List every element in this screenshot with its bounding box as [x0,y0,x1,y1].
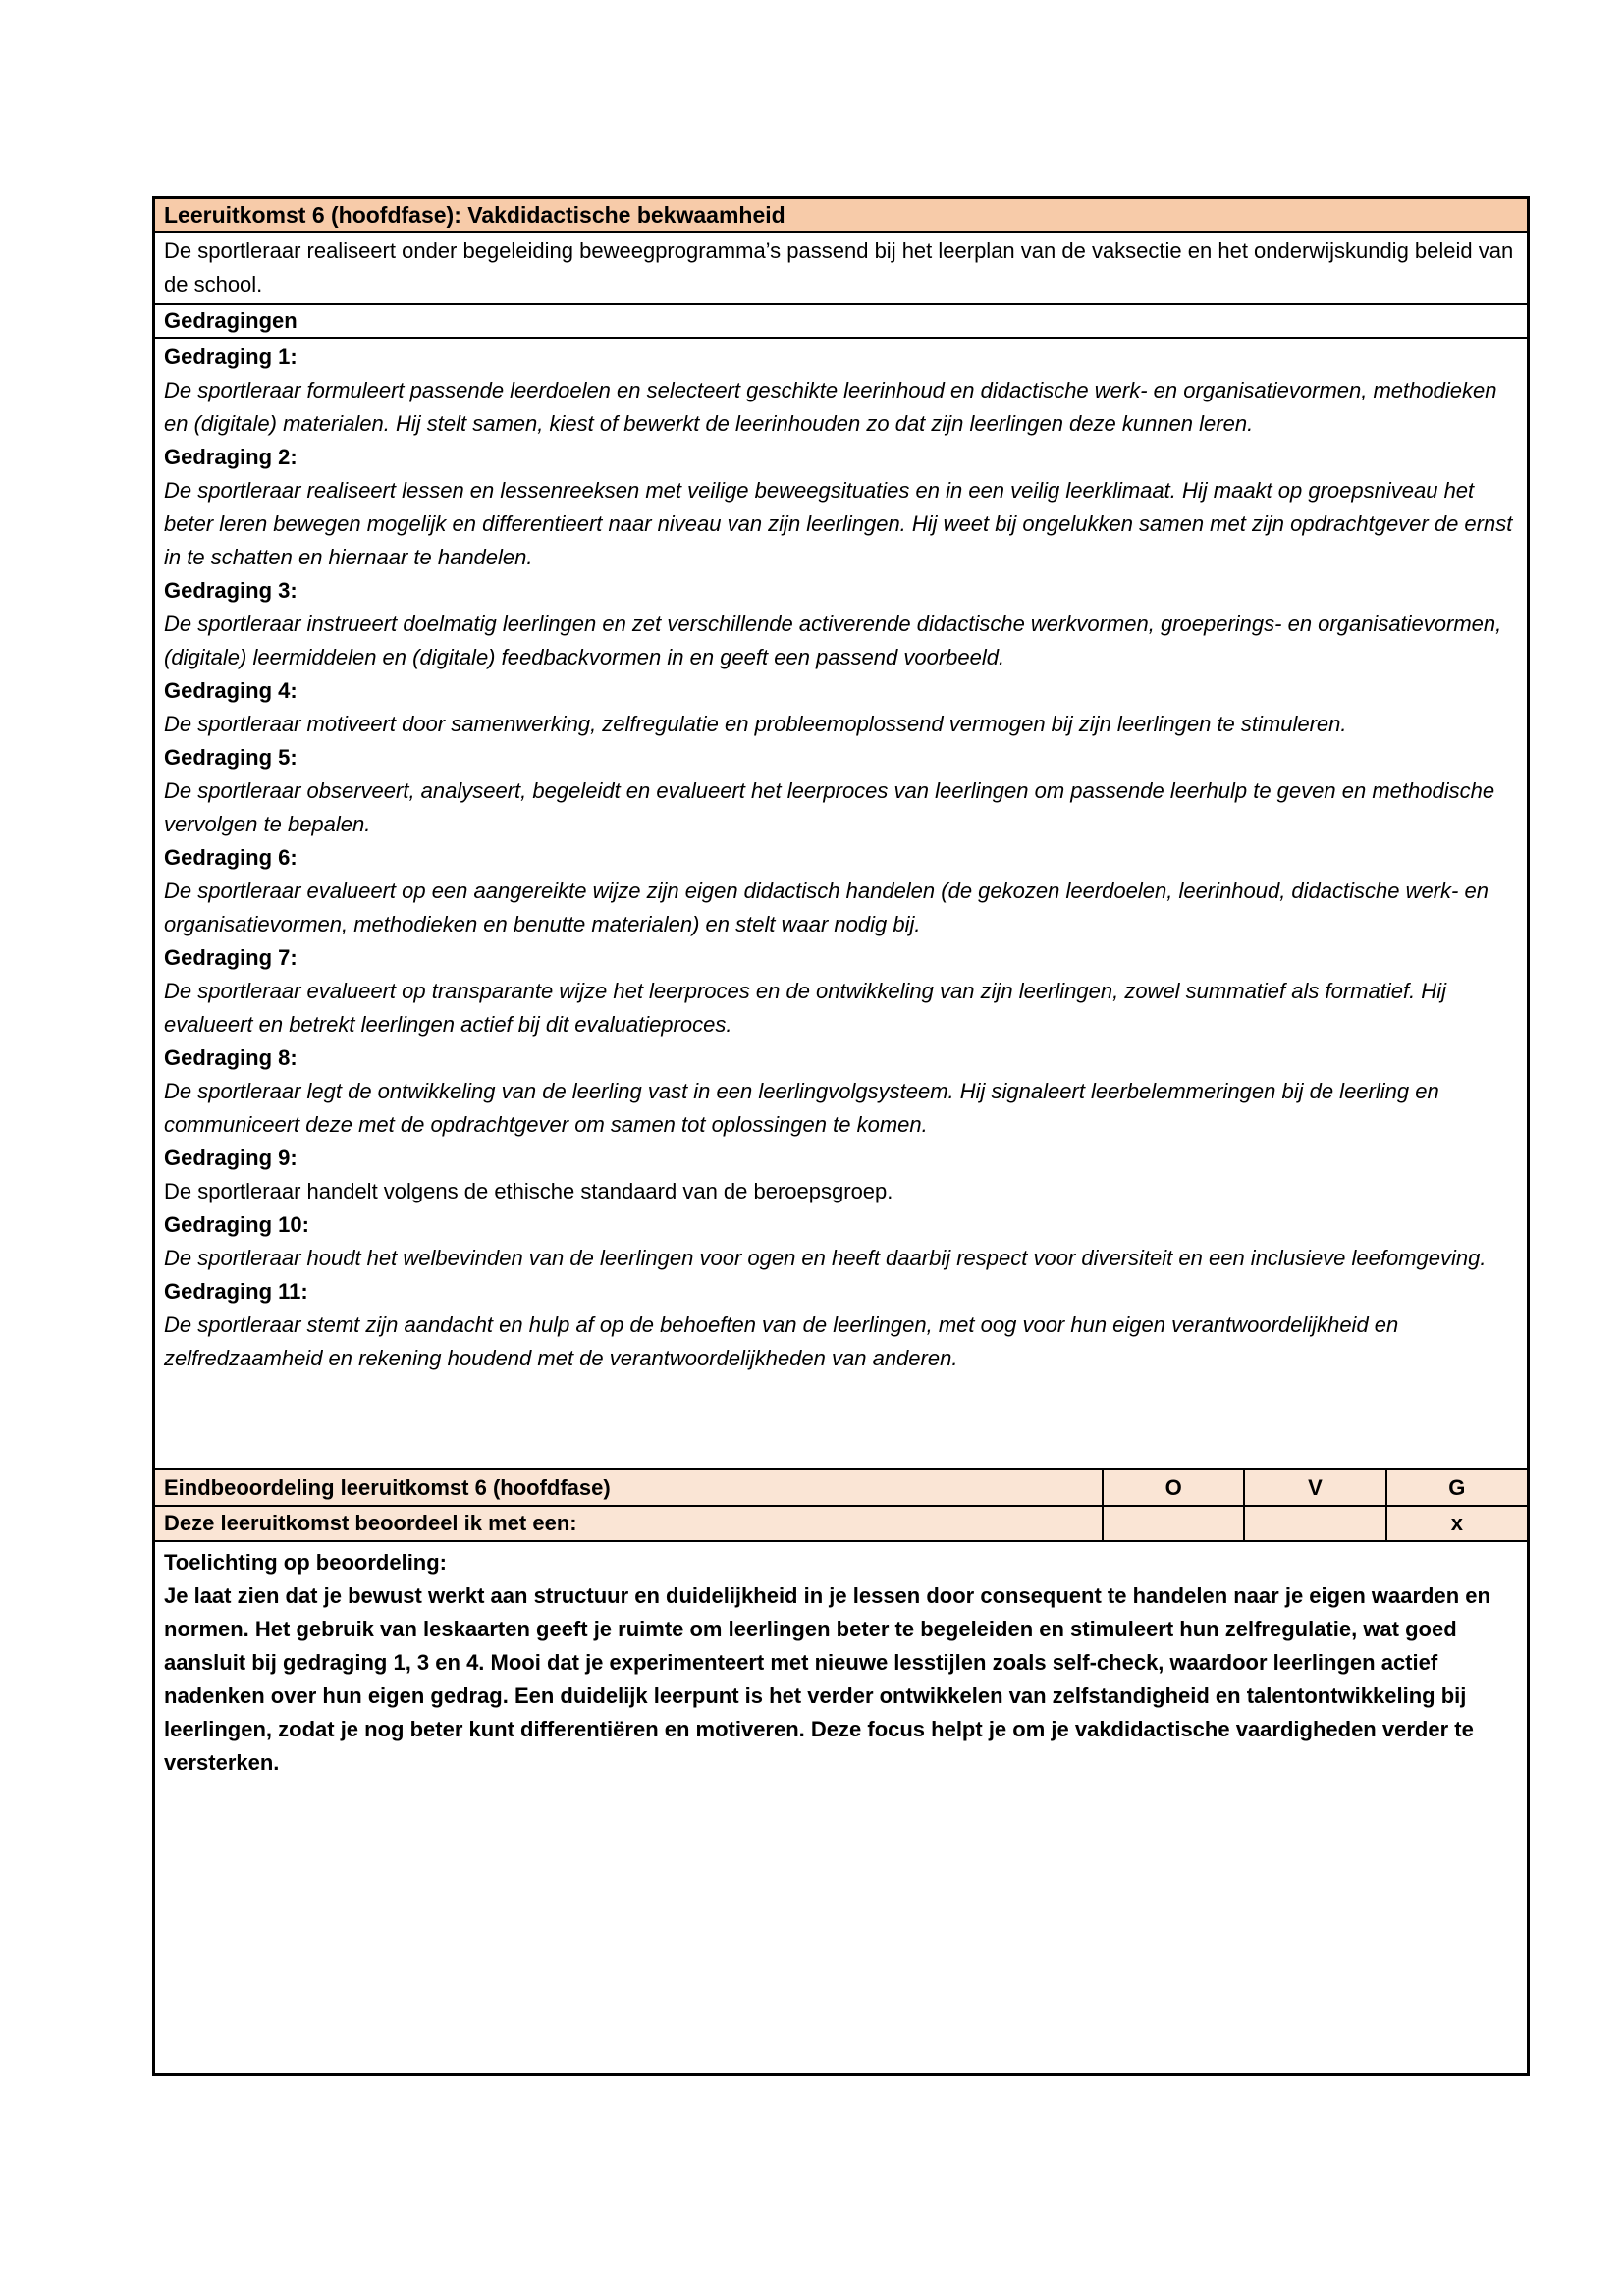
behavior-5-text: De sportleraar observeert, analyseert, begeleidt en evalueert het leerproces van leerlingen om passende leerhulp te geven en methodische vervolgen te bepalen. [164,778,1495,836]
feedback-section [155,1540,1527,2073]
behavior-6-text: De sportleraar evalueert op een aangereikte wijze zijn eigen didactisch handelen (de gekozen leerdoelen, leerinhoud, didactische werk- en organisatievormen, methodieken en benutte materialen) en stelt waar nodig bij. [164,879,1489,936]
behavior-9-text: De sportleraar handelt volgens de ethische standaard van de beroepsgroep. [164,1179,893,1203]
behavior-10-label: Gedraging 10: [164,1212,309,1237]
behavior-1-label: Gedraging 1: [164,345,298,369]
table-header-row [155,199,1527,231]
behavior-9-label: Gedraging 9: [164,1146,298,1170]
grade-mark-cell-V[interactable] [1243,1507,1384,1540]
behavior-11-text: De sportleraar stemt zijn aandacht en hulp af op de behoeften van de leerlingen, met oog voor hun eigen verantwoordelijkheid en zelfredzaamheid en rekening houdend met de verantwoordelijkheden van anderen. [164,1312,1399,1370]
behavior-5-label: Gedraging 5: [164,745,298,770]
behavior-4-text: De sportleraar motiveert door samenwerking, zelfregulatie en probleemoplossend vermogen bij zijn leerlingen te stimuleren. [164,712,1347,736]
behavior-7-label: Gedraging 7: [164,945,298,970]
behaviors-section-label: Gedragingen [155,303,1527,337]
grade-option-G: G [1385,1470,1527,1505]
behavior-8-label: Gedraging 8: [164,1045,298,1070]
behavior-4-label: Gedraging 4: [164,678,298,703]
learning-outcome-title: Leeruitkomst 6 (hoofdfase): Vakdidactische bekwaamheid [164,202,785,228]
grade-mark-row [155,1505,1527,1540]
grade-mark-label: Deze leeruitkomst beoordeel ik met een: [164,1511,577,1535]
grade-option-O: O [1102,1470,1243,1505]
behavior-8-text: De sportleraar legt de ontwikkeling van de leerling vast in een leerlingvolgsysteem. Hij signaleert leerbelemmeringen bij de leerling en communiceert deze met de opdrachtgever om samen tot oplossingen te komen. [164,1079,1439,1137]
behavior-1-text: De sportleraar formuleert passende leerdoelen en selecteert geschikte leerinhoud en didactische werk- en organisatievormen, methodieken en (digitale) materialen. Hij stelt samen, kiest of bewerkt de leerinhouden zo dat zijn leerlingen deze kunnen leren. [164,378,1497,436]
final-assessment-header-row [155,1468,1527,1505]
behavior-2-label: Gedraging 2: [164,445,298,469]
feedback-label: Toelichting op beoordeling: [164,1550,448,1575]
behavior-3-text: De sportleraar instrueert doelmatig leerlingen en zet verschillende activerende didactische werkvormen, groeperings- en organisatievormen, (digitale) leermiddelen en (digitale) feedbackvormen in en geeft een passend voorbeeld. [164,612,1502,669]
behavior-6-label: Gedraging 6: [164,845,298,870]
final-assessment-label: Eindbeoordeling leeruitkomst 6 (hoofdfase) [164,1474,611,1500]
behavior-2-text: De sportleraar realiseert lessen en lessenreeksen met veilige beweegsituaties en in een veilig leerklimaat. Hij maakt op groepsniveau het beter leren bewegen mogelijk en differentieert naar niveau van zijn leerlingen. Hij weet bij ongelukken samen met zijn opdrachtgever de ernst in te schatten en hiernaar te handelen. [164,478,1513,569]
grade-mark-cell-G[interactable]: x [1385,1507,1527,1540]
behavior-3-label: Gedraging 3: [164,578,298,603]
grade-mark-cell-O[interactable] [1102,1507,1243,1540]
behavior-10-text: De sportleraar houdt het welbevinden van de leerlingen voor ogen en heeft daarbij respect voor diversiteit en een inclusieve leefomgeving. [164,1246,1487,1270]
behaviors-list [155,337,1527,1468]
learning-outcome-table [152,196,1530,2076]
grade-option-V: V [1243,1470,1384,1505]
behavior-11-label: Gedraging 11: [164,1279,308,1304]
learning-outcome-description: De sportleraar realiseert onder begeleiding beweegprogramma’s passend bij het leerplan van de vaksectie en het onderwijskundig beleid van de school. [155,231,1527,303]
behavior-7-text: De sportleraar evalueert op transparante wijze het leerproces en de ontwikkeling van zijn leerlingen, zowel summatief als formatief. Hij evalueert en betrekt leerlingen actief bij dit evaluatieproces. [164,979,1446,1037]
feedback-text: Je laat zien dat je bewust werkt aan structuur en duidelijkheid in je lessen door consequent te handelen naar je eigen waarden en normen. Het gebruik van leskaarten geeft je ruimte om leerlingen beter te begeleiden en stimuleert hun zelfregulatie, wat goed aansluit bij gedraging 1, 3 en 4. Mooi dat je experimenteert met nieuwe lesstijlen zoals self-check, waardoor leerlingen actief nadenken over hun eigen gedrag. Een duidelijk leerpunt is het verder ontwikkelen van zelfstandigheid en talentontwikkeling bij leerlingen, zodat je nog beter kunt differentiëren en motiveren. Deze focus helpt je om je vakdidactische vaardigheden verder te versterken. [164,1583,1490,1775]
